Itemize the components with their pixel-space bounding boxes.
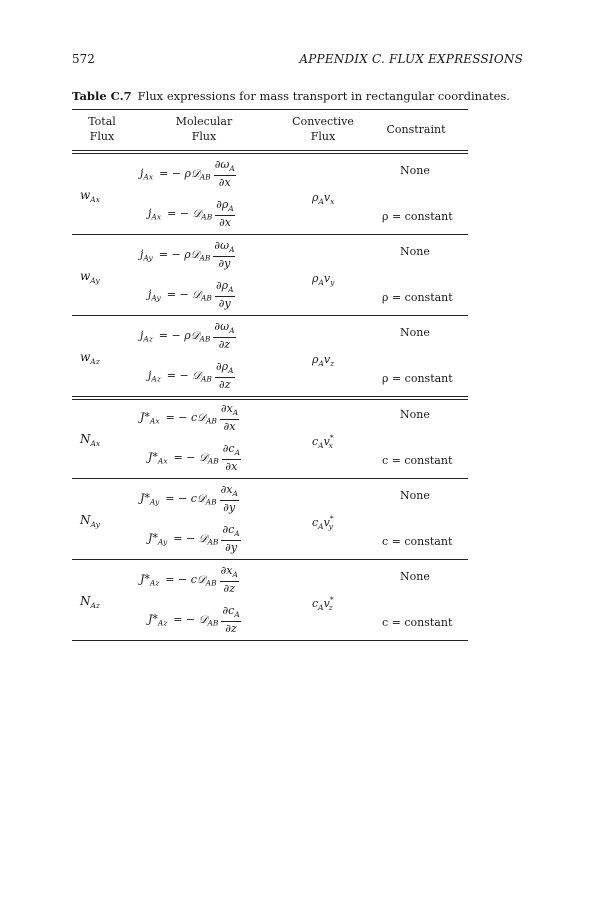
numerator-subscript: A — [229, 245, 235, 254]
numerator-text: ∂ρ — [216, 198, 229, 211]
numerator-text: ∂ω — [214, 239, 230, 252]
equation — [148, 360, 235, 391]
equation-fraction — [215, 279, 235, 310]
fraction-numerator — [221, 604, 240, 622]
convective-flux — [312, 595, 333, 612]
equation-fraction — [215, 198, 235, 229]
equation-lhs: J* — [148, 612, 158, 626]
numerator-subscript: A — [234, 529, 240, 538]
total-flux-symbol — [80, 188, 100, 204]
equation-rhs-subscript: AB — [201, 293, 212, 303]
equation-fraction — [220, 402, 239, 433]
numerator-text: ∂ω — [214, 158, 230, 171]
equation-lhs: j — [140, 166, 144, 180]
equation-fraction — [213, 320, 235, 351]
equation-rhs: = − 𝒟 — [167, 206, 202, 220]
equation-rhs-subscript: AB — [201, 374, 212, 384]
header-line: Flux — [191, 130, 217, 143]
fraction-numerator — [215, 279, 235, 297]
total-flux-symbol — [80, 432, 100, 448]
equation-lhs: j — [148, 206, 152, 220]
fraction-numerator — [222, 442, 241, 460]
convective-flux — [312, 514, 333, 531]
total-flux-subscript: Ax — [90, 439, 101, 448]
equation-rhs: = − ρ𝒟 — [159, 166, 200, 180]
equation-lhs: J* — [148, 450, 158, 464]
equation — [148, 604, 241, 635]
velocity-superscript: * — [329, 595, 334, 604]
velocity-subscript: x — [330, 197, 335, 206]
equation-lhs-subscript: Ax — [151, 212, 162, 222]
convective-symbol: ρ — [312, 191, 319, 204]
convective-flux — [312, 189, 334, 206]
fraction-denominator: ∂z — [225, 622, 237, 635]
header-line: Total — [88, 115, 116, 128]
convective-flux — [312, 433, 333, 450]
equation-lhs-subscript: Ax — [149, 416, 160, 426]
constraint-constant: c = constant — [382, 454, 453, 467]
numerator-text: ∂c — [222, 442, 235, 455]
equation-lhs-subscript: Ay — [151, 293, 161, 303]
fraction-numerator — [213, 320, 235, 338]
equation-fraction — [215, 360, 235, 391]
fraction-denominator: ∂x — [225, 460, 238, 473]
fraction-denominator: ∂x — [218, 176, 231, 189]
equation — [140, 320, 236, 351]
fraction-denominator: ∂y — [218, 257, 231, 270]
fraction-numerator — [220, 483, 239, 501]
header-double-rule-1 — [72, 150, 468, 151]
numerator-subscript: A — [232, 408, 239, 417]
fraction-denominator: ∂z — [219, 378, 231, 391]
equation — [148, 442, 241, 473]
equation-rhs: = − c𝒟 — [165, 491, 206, 505]
numerator-subscript: A — [232, 570, 238, 579]
equation-lhs: J* — [148, 531, 158, 545]
equation — [140, 483, 239, 514]
equation-fraction — [214, 158, 236, 189]
caption-label: Table C.7 — [72, 89, 132, 103]
table-caption — [72, 89, 510, 103]
table-top-rule — [72, 109, 468, 110]
total-flux-subscript: Ay — [90, 520, 100, 529]
equation — [140, 402, 239, 433]
velocity-symbol: v — [323, 435, 330, 448]
fraction-denominator: ∂x — [219, 216, 231, 229]
equation-rhs: = − 𝒟 — [173, 612, 208, 626]
equation-lhs-subscript: Az — [151, 374, 161, 384]
total-flux-symbol — [80, 350, 100, 366]
numerator-text: ∂x — [220, 483, 233, 496]
equation-lhs: j — [148, 368, 152, 382]
velocity-subscript: z — [330, 359, 335, 368]
convective-symbol: c — [312, 597, 319, 610]
convective-symbol: c — [312, 435, 319, 448]
table-bottom-rule — [72, 640, 468, 641]
equation — [148, 198, 235, 229]
total-flux-symbol — [80, 269, 100, 285]
equation-rhs-subscript: AB — [199, 334, 211, 344]
convective-subscript: A — [318, 441, 324, 450]
equation — [148, 279, 235, 310]
equation-rhs-subscript: AB — [207, 537, 219, 547]
fraction-numerator — [215, 198, 235, 216]
row-separator — [72, 396, 468, 397]
row-separator — [72, 478, 468, 479]
fraction-denominator: ∂y — [223, 501, 236, 514]
convective-flux — [312, 351, 334, 368]
total-flux-letter: w — [80, 350, 91, 364]
equation-rhs-subscript: AB — [201, 212, 213, 222]
convective-flux — [312, 270, 334, 287]
equation-rhs-subscript: AB — [199, 172, 211, 182]
header-molecular-flux — [168, 114, 240, 144]
row-separator — [72, 559, 468, 560]
equation-lhs-subscript: Ay — [149, 497, 160, 507]
numerator-subscript: A — [228, 204, 234, 213]
velocity-subscript: x — [328, 441, 333, 450]
numerator-text: ∂x — [220, 402, 233, 415]
numerator-subscript: A — [228, 366, 234, 375]
numerator-text: ∂ω — [214, 320, 230, 333]
constraint-constant: ρ = constant — [382, 291, 453, 304]
velocity-superscript: * — [329, 433, 334, 442]
total-flux-subscript: Ax — [90, 195, 100, 204]
convective-symbol: ρ — [312, 272, 319, 285]
equation — [140, 564, 239, 595]
fraction-numerator — [220, 402, 239, 420]
equation-lhs-subscript: Ax — [157, 456, 168, 466]
velocity-symbol: v — [323, 272, 331, 285]
constraint-constant: ρ = constant — [382, 210, 453, 223]
equation-lhs-subscript: Az — [157, 618, 168, 628]
constraint-constant: c = constant — [382, 535, 453, 548]
constraint-constant: c = constant — [382, 616, 453, 629]
fraction-denominator: ∂y — [218, 297, 231, 310]
constraint-none: None — [400, 489, 430, 502]
equation-lhs: J* — [140, 491, 150, 505]
equation-rhs-subscript: AB — [207, 456, 219, 466]
header-double-rule-2 — [72, 153, 468, 154]
row-separator — [72, 399, 468, 400]
convective-subscript: A — [318, 278, 324, 287]
equation — [148, 523, 241, 554]
total-flux-symbol — [80, 594, 100, 610]
row-separator — [72, 315, 468, 316]
numerator-subscript: A — [228, 285, 234, 294]
velocity-symbol: v — [323, 353, 331, 366]
constraint-constant: ρ = constant — [382, 372, 453, 385]
numerator-subscript: A — [229, 326, 235, 335]
total-flux-letter: w — [80, 269, 91, 283]
velocity-superscript: * — [329, 514, 334, 523]
numerator-text: ∂ρ — [215, 360, 229, 373]
equation-lhs-subscript: Ax — [143, 172, 154, 182]
total-flux-subscript: Az — [90, 601, 100, 610]
equation-fraction — [221, 523, 240, 554]
equation-lhs: j — [148, 287, 152, 301]
convective-subscript: A — [318, 359, 324, 368]
numerator-subscript: A — [232, 489, 238, 498]
equation-fraction — [220, 483, 239, 514]
equation-rhs-subscript: AB — [205, 578, 217, 588]
equation-lhs-subscript: Az — [149, 578, 160, 588]
numerator-subscript: A — [234, 610, 240, 619]
total-flux-letter: N — [80, 513, 91, 527]
fraction-numerator — [221, 523, 240, 541]
fraction-denominator: ∂x — [223, 420, 236, 433]
velocity-subscript: z — [328, 603, 333, 612]
equation-rhs: = − ρ𝒟 — [158, 247, 200, 261]
header-line: Molecular — [175, 115, 233, 128]
equation — [140, 158, 236, 189]
fraction-denominator: ∂z — [218, 338, 231, 351]
numerator-text: ∂x — [220, 564, 233, 577]
equation-rhs-subscript: AB — [205, 416, 217, 426]
fraction-numerator — [213, 239, 235, 257]
page-number: 572 — [72, 52, 95, 66]
equation-rhs-subscript: AB — [207, 618, 219, 628]
velocity-symbol: v — [323, 516, 330, 529]
convective-subscript: A — [318, 197, 324, 206]
equation-rhs: = − 𝒟 — [166, 287, 201, 301]
velocity-subscript: y — [328, 522, 333, 531]
equation-rhs: = − 𝒟 — [173, 450, 208, 464]
header-line: Flux — [89, 130, 115, 143]
running-head: APPENDIX C. FLUX EXPRESSIONS — [299, 52, 523, 66]
equation-lhs-subscript: Ay — [157, 537, 168, 547]
convective-subscript: A — [318, 522, 324, 531]
convective-symbol: ρ — [312, 353, 319, 366]
equation-lhs-subscript: Ay — [143, 253, 153, 263]
equation-rhs: = − c𝒟 — [165, 410, 206, 424]
header-total-flux — [80, 114, 124, 144]
total-flux-symbol — [80, 513, 100, 529]
equation-lhs: J* — [140, 572, 150, 586]
constraint-none: None — [400, 570, 430, 583]
header-line: Convective — [292, 115, 354, 128]
constraint-none: None — [400, 408, 430, 421]
fraction-numerator — [214, 158, 236, 176]
velocity-symbol: v — [323, 597, 330, 610]
header-line: Constraint — [386, 123, 446, 136]
caption-text: Flux expressions for mass transport in rectangular coordinates. — [137, 89, 510, 103]
constraint-none: None — [400, 245, 430, 258]
constraint-none: None — [400, 164, 430, 177]
equation-rhs: = − c𝒟 — [165, 572, 206, 586]
convective-symbol: c — [312, 516, 319, 529]
fraction-denominator: ∂z — [223, 582, 236, 595]
equation-lhs: j — [140, 247, 144, 261]
total-flux-letter: N — [80, 432, 91, 446]
velocity-subscript: y — [330, 278, 335, 287]
header-constraint — [376, 122, 456, 137]
equation-lhs: j — [140, 328, 144, 342]
header-line: Flux — [310, 130, 336, 143]
total-flux-subscript: Az — [90, 357, 100, 366]
velocity-symbol: v — [323, 191, 331, 204]
total-flux-subscript: Ay — [90, 276, 100, 285]
equation-rhs: = − 𝒟 — [166, 368, 202, 382]
equation-fraction — [220, 564, 239, 595]
fraction-numerator — [220, 564, 239, 582]
equation-lhs: J* — [140, 410, 150, 424]
numerator-text: ∂ρ — [215, 279, 229, 292]
numerator-subscript: A — [234, 448, 241, 457]
equation-lhs-subscript: Az — [143, 334, 153, 344]
equation-rhs-subscript: AB — [199, 253, 211, 263]
fraction-numerator — [215, 360, 235, 378]
fraction-denominator: ∂y — [225, 541, 238, 554]
numerator-subscript: A — [229, 164, 235, 173]
convective-subscript: A — [318, 603, 324, 612]
total-flux-letter: w — [80, 188, 91, 202]
equation-fraction — [213, 239, 235, 270]
equation-fraction — [222, 442, 241, 473]
numerator-text: ∂c — [222, 604, 235, 617]
row-separator — [72, 234, 468, 235]
equation — [140, 239, 235, 270]
equation-fraction — [221, 604, 240, 635]
equation-rhs: = − 𝒟 — [173, 531, 208, 545]
total-flux-letter: N — [80, 594, 91, 608]
equation-rhs: = − ρ𝒟 — [158, 328, 200, 342]
numerator-text: ∂c — [222, 523, 235, 536]
equation-rhs-subscript: AB — [205, 497, 217, 507]
constraint-none: None — [400, 326, 430, 339]
header-convective-flux — [288, 114, 358, 144]
